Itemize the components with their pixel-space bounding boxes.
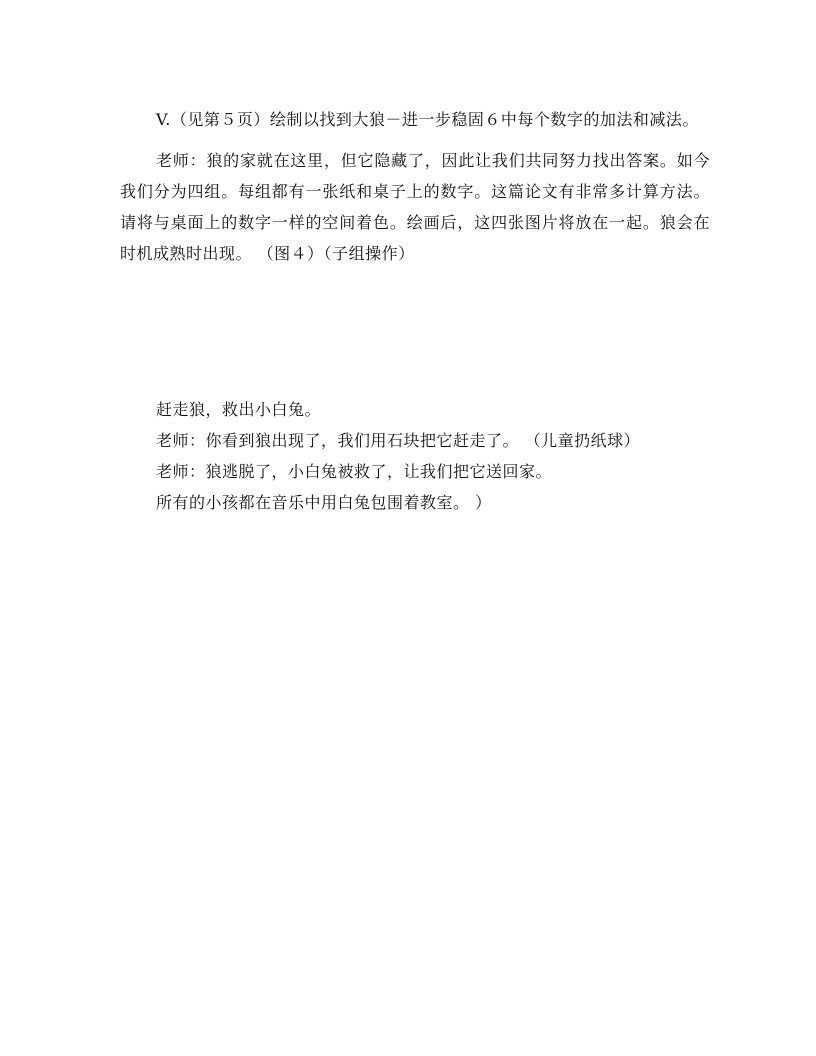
paragraph-chase-wolf: 赶走狼，救出小白兔。	[156, 400, 322, 419]
paragraph-drawing-activity: V.（见第５页）绘制以找到大狼－进一步稳固６中每个数字的加法和减法。	[156, 110, 699, 129]
paragraph-teacher-instructions: 老师：狼的家就在这里，但它隐藏了，因此让我们共同努力找出答案。如今我们分为四组。每组都有一张纸和桌子上的数字。这篇论文有非常多计算方法。请将与桌面上的数字一样的空间着色。绘画后，这四张图片将放在一起。狼会在时机成熟时出现。 （图４）（子组操作）	[120, 151, 710, 263]
paragraph-children-music: 所有的小孩都在音乐中用白兔包围着教室。 ）	[156, 493, 492, 512]
text-block-bottom	[120, 394, 710, 518]
paragraph-teacher-wolf-appears: 老师：你看到狼出现了，我们用石块把它赶走了。 （儿童扔纸球）	[156, 431, 641, 450]
text-block-top	[120, 104, 710, 269]
paragraph-teacher-rabbit-saved: 老师：狼逃脱了，小白兔被救了，让我们把它送回家。	[156, 462, 553, 481]
